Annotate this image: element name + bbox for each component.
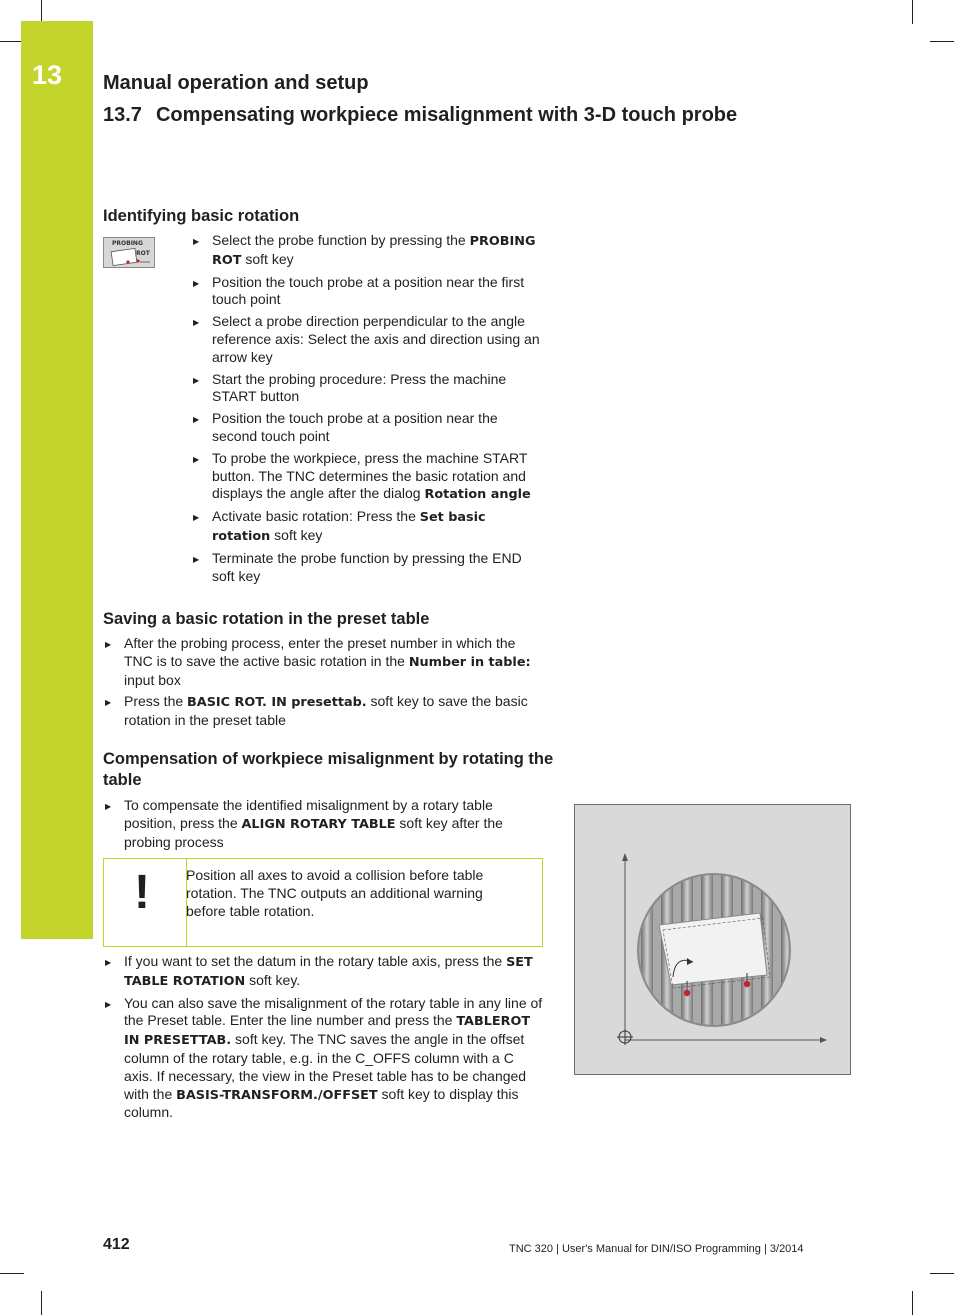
list-item	[103, 693, 543, 730]
step-text: input box	[124, 671, 181, 688]
warning-box	[103, 858, 543, 947]
softkey-name: TABLEROT IN PRESETTAB.	[124, 1014, 531, 1049]
list-item	[103, 797, 543, 851]
compensation-steps-list-2	[103, 953, 543, 1126]
step-text: After the probing process, enter the preset number in which the TNC is to save the active basic rotation in the	[124, 635, 516, 669]
crop-mark	[930, 41, 954, 42]
list-item	[191, 410, 543, 446]
heading-identifying-basic-rotation: Identifying basic rotation	[103, 207, 300, 225]
chapter-title: Manual operation and setup	[103, 72, 369, 94]
list-item	[103, 953, 543, 991]
crop-mark	[930, 1273, 954, 1274]
chapter-sidebar	[21, 21, 93, 939]
rotary-table-figure	[574, 804, 851, 1075]
step-text: soft key. The TNC saves the angle in the offset column of the rotary table, e.g. in the C_OFFS column with a C axis. If necessary, the view in the Preset table has to be changed with the	[124, 1031, 527, 1102]
step-text: Position the touch probe at a position near the second touch point	[212, 410, 498, 444]
step-text: Press the	[124, 693, 188, 710]
softkey-name: PROBING ROT	[212, 234, 536, 268]
heading-saving-basic-rotation: Saving a basic rotation in the preset table	[103, 610, 430, 628]
list-item	[191, 508, 543, 546]
step-text: soft key	[270, 526, 323, 543]
rotary-table-illustration	[575, 805, 850, 1074]
footer-text: TNC 320 | User's Manual for DIN/ISO Programming | 3/2014	[509, 1243, 804, 1255]
step-text: soft key.	[245, 971, 301, 988]
heading-compensation-rotating-table: Compensation of workpiece misalignment by rotating the table	[103, 750, 554, 789]
softkey-name: SET TABLE ROTATION	[124, 955, 533, 989]
softkey-name: Set basic rotation	[212, 510, 486, 544]
step-text: soft key to save the basic rotation in the preset table	[124, 693, 528, 729]
crop-mark	[912, 0, 913, 24]
crop-mark	[41, 1291, 42, 1315]
step-text: To probe the workpiece, press the machine START button. The TNC determines the basic rotation and displays the angle after the dialog	[212, 449, 528, 502]
probing-rot-softkey-icon	[103, 237, 155, 268]
step-text: Position the touch probe at a position near the first touch point	[212, 273, 525, 308]
step-text: Select a probe direction perpendicular to the angle reference axis: Select the axis and direction using an arrow key	[212, 313, 540, 365]
list-item	[191, 313, 543, 366]
step-text: Activate basic rotation: Press the	[212, 508, 420, 525]
list-item	[103, 995, 543, 1123]
section-number: 13.7	[103, 104, 142, 126]
step-text: You can also save the misalignment of the rotary table in any line of the Preset table. Enter the line number and press the	[124, 994, 543, 1029]
list-item	[191, 371, 543, 407]
chapter-number: 13	[32, 60, 63, 90]
softkey-name: BASIC ROT. IN presettab.	[187, 695, 367, 711]
step-text: soft key to display this column.	[124, 1085, 519, 1121]
list-item	[191, 232, 543, 270]
warning-text: Position all axes to avoid a collision before table rotation. The TNC outputs an additional warning before table rotation.	[186, 867, 484, 919]
softkey-name: ALIGN ROTARY TABLE	[241, 816, 396, 832]
list-item	[191, 450, 543, 504]
section-title-text: Compensating workpiece misalignment with 3-D touch probe	[155, 104, 738, 126]
identify-steps-list	[191, 232, 543, 589]
list-item	[191, 274, 543, 310]
softkey-name: Rotation angle	[424, 487, 531, 503]
softkey-label-line2: ROT	[136, 250, 150, 257]
softkey-name: Number in table:	[408, 654, 531, 670]
step-text: Select the probe function by pressing the	[212, 232, 470, 248]
warning-exclamation-icon: !	[134, 866, 150, 919]
page-number: 412	[103, 1236, 130, 1253]
softkey-name: BASIS-TRANSFORM./OFFSET	[176, 1087, 378, 1103]
step-text: Start the probing procedure: Press the machine START button	[212, 370, 507, 405]
section-title	[103, 104, 737, 127]
step-text: soft key after the probing process	[124, 814, 503, 850]
list-item	[103, 635, 543, 689]
step-text: soft key	[241, 250, 294, 267]
saving-steps-list	[103, 635, 543, 734]
list-item	[191, 550, 543, 586]
step-text: If you want to set the datum in the rotary table axis, press the	[124, 953, 507, 969]
crop-mark	[0, 1273, 24, 1274]
step-text: Terminate the probe function by pressing the END soft key	[212, 549, 522, 584]
compensation-steps-list-1	[103, 797, 543, 855]
step-text: To compensate the identified misalignment by a rotary table position, press the	[124, 797, 493, 831]
softkey-label-line1: PROBING	[112, 240, 143, 247]
crop-mark	[912, 1291, 913, 1315]
